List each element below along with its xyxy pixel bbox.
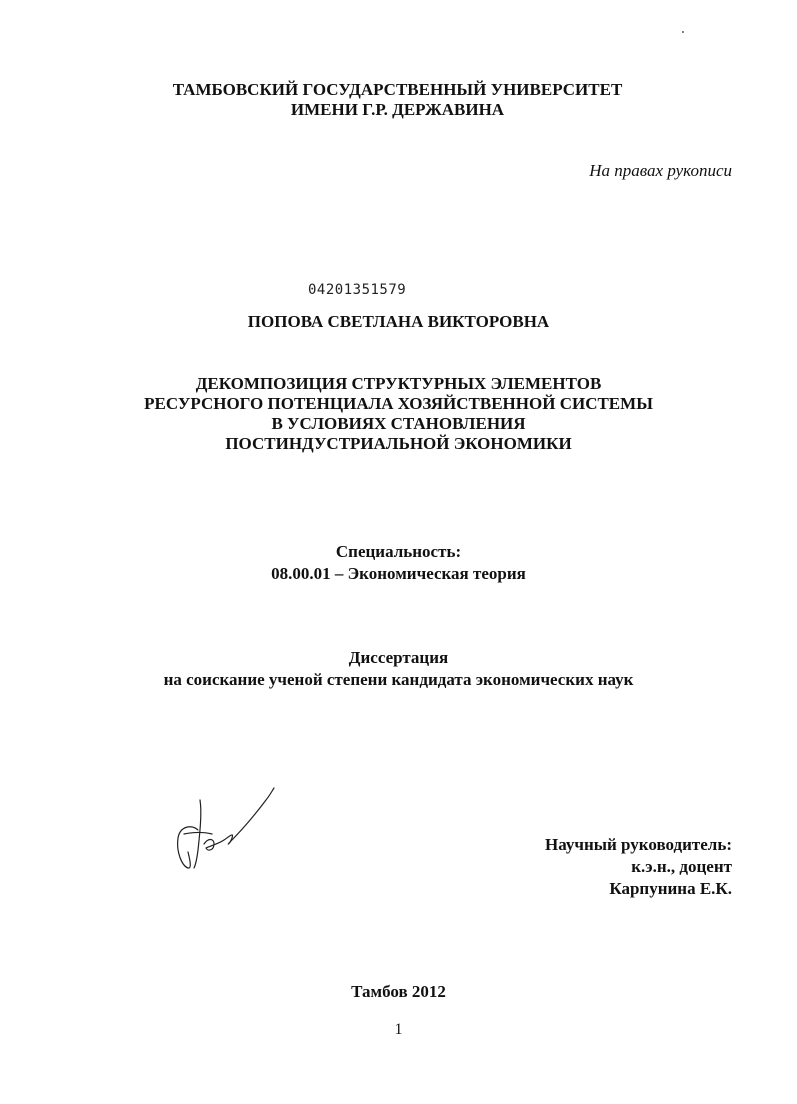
dissertation-label: Диссертация <box>348 648 449 667</box>
title-line: РЕСУРСНОГО ПОТЕНЦИАЛА ХОЗЯЙСТВЕННОЙ СИСТЕМЫ <box>144 394 653 413</box>
specialty-block <box>0 541 797 585</box>
university-line-2: ИМЕНИ Г.Р. ДЕРЖАВИНА <box>290 100 505 119</box>
author-name <box>0 312 797 332</box>
title-line: В УСЛОВИЯХ СТАНОВЛЕНИЯ <box>271 414 526 433</box>
dissertation-block <box>0 647 797 691</box>
manuscript-rights-note: На правах рукописи <box>589 161 732 180</box>
supervisor-block <box>545 834 732 900</box>
dissertation-purpose: на соискание ученой степени кандидата экономических наук <box>163 670 634 689</box>
city-and-year <box>0 982 797 1002</box>
page-number: 1 <box>394 1021 403 1038</box>
title-line: ДЕКОМПОЗИЦИЯ СТРУКТУРНЫХ ЭЛЕМЕНТОВ <box>195 374 602 393</box>
handwritten-signature <box>170 782 280 877</box>
university-name <box>0 80 796 120</box>
dissertation-title <box>0 374 797 454</box>
city-year-text: Тамбов 2012 <box>351 982 446 1001</box>
supervisor-name: Карпунина Е.К. <box>609 879 732 898</box>
university-line-1: ТАМБОВСКИЙ ГОСУДАРСТВЕННЫЙ УНИВЕРСИТЕТ <box>172 80 623 99</box>
specialty-label: Специальность: <box>335 542 462 561</box>
registration-stamp-number: 04201351579 <box>308 282 407 298</box>
supervisor-label: Научный руководитель: <box>545 835 732 854</box>
author-name-text: ПОПОВА СВЕТЛАНА ВИКТОРОВНА <box>247 312 550 331</box>
supervisor-degree: к.э.н., доцент <box>631 857 732 876</box>
specialty-value: 08.00.01 – Экономическая теория <box>271 564 526 583</box>
title-line: ПОСТИНДУСТРИАЛЬНОЙ ЭКОНОМИКИ <box>225 434 572 453</box>
corner-speck <box>682 31 684 33</box>
